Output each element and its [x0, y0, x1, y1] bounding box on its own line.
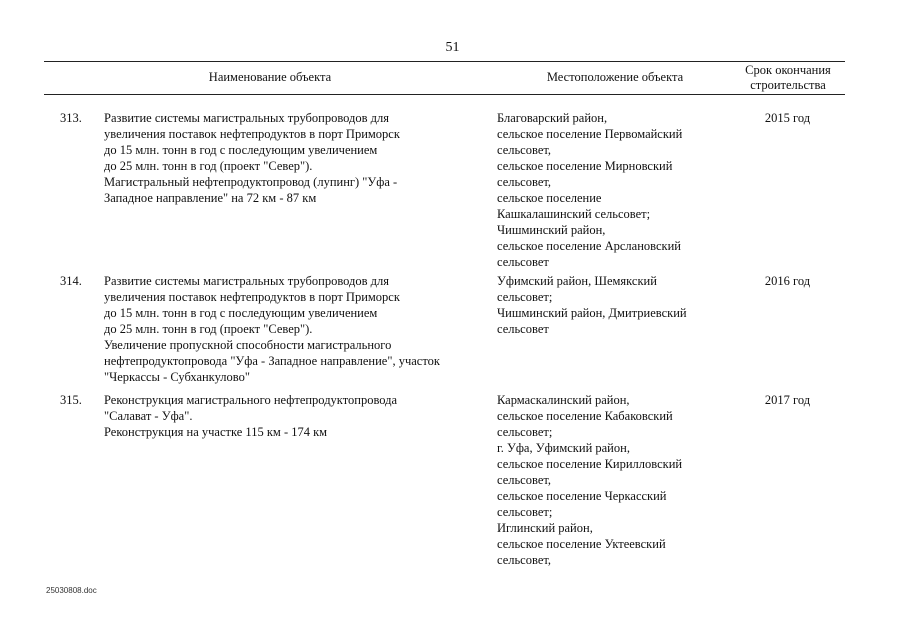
object-name-line: до 25 млн. тонн в год (проект "Север").	[104, 159, 313, 173]
construction-term: 2015 год	[764, 111, 811, 125]
object-location-line: сельсовет,	[497, 143, 552, 157]
object-location-line: сельсовет;	[497, 505, 553, 519]
object-location-line: сельсовет	[497, 322, 549, 336]
object-location-line: сельсовет;	[497, 425, 553, 439]
object-name-line: до 15 млн. тонн в год с последующим увеличением	[104, 143, 378, 157]
object-name-line: "Черкассы - Субханкулово"	[104, 370, 250, 384]
construction-term: 2017 год	[764, 393, 811, 407]
object-name-line: до 25 млн. тонн в год (проект "Север").	[104, 322, 313, 336]
object-location-line: Кармаскалинский район,	[497, 393, 630, 407]
table-header-bottom-rule	[44, 94, 845, 95]
document-footer-filename: 25030808.doc	[46, 586, 97, 595]
object-location-line: сельское поселение Кабаковский	[497, 409, 673, 423]
object-location-line: сельсовет,	[497, 473, 552, 487]
object-name	[104, 392, 474, 440]
object-location-line: сельское поселение	[497, 191, 602, 205]
object-location	[497, 273, 727, 337]
row-number: 315.	[60, 393, 82, 407]
object-name-line: Развитие системы магистральных трубопроводов для	[104, 111, 390, 125]
object-location-line: сельсовет,	[497, 553, 552, 567]
object-name-line: Развитие системы магистральных трубопроводов для	[104, 274, 390, 288]
object-name-line: нефтепродуктопровода "Уфа - Западное направление", участок	[104, 354, 440, 368]
object-name-line: до 15 млн. тонн в год с последующим увеличением	[104, 306, 378, 320]
row-number: 313.	[60, 111, 82, 125]
column-header-name: Наименование объекта	[208, 70, 332, 84]
object-name-line: увеличения поставок нефтепродуктов в порт Приморск	[104, 127, 400, 141]
object-name-line: Увеличение пропускной способности магистрального	[104, 338, 392, 352]
object-location	[497, 392, 727, 568]
object-name	[104, 273, 474, 385]
object-location-line: Чишминский район, Дмитриевский	[497, 306, 687, 320]
object-location-line: Чишминский район,	[497, 223, 606, 237]
object-location-line: сельское поселение Уктеевский	[497, 537, 666, 551]
column-header-term	[733, 63, 843, 93]
object-name-line: Магистральный нефтепродуктопровод (лупинг) "Уфа -	[104, 175, 398, 189]
row-number: 314.	[60, 274, 82, 288]
object-name-line: Реконструкция на участке 115 км - 174 км	[104, 425, 328, 439]
column-header-location: Местоположение объекта	[546, 70, 684, 84]
object-location-line: Благоварский район,	[497, 111, 608, 125]
object-location-line: сельское поселение Черкасский	[497, 489, 667, 503]
object-location-line: г. Уфа, Уфимский район,	[497, 441, 630, 455]
object-location-line: сельсовет;	[497, 290, 553, 304]
column-header-term-line1: Срок окончания	[745, 63, 831, 77]
table-header-top-rule	[44, 61, 845, 62]
object-location-line: Иглинский район,	[497, 521, 593, 535]
object-location	[497, 110, 727, 270]
object-location-line: Уфимский район, Шемякский	[497, 274, 657, 288]
column-header-term-line2: строительства	[750, 78, 826, 92]
object-location-line: сельское поселение Арслановский	[497, 239, 681, 253]
object-location-line: сельское поселение Мирновский	[497, 159, 673, 173]
page-number: 51	[445, 40, 460, 55]
object-name-line: Западное направление" на 72 км - 87 км	[104, 191, 317, 205]
object-name	[104, 110, 474, 206]
object-location-line: сельское поселение Первомайский	[497, 127, 683, 141]
object-name-line: увеличения поставок нефтепродуктов в порт Приморск	[104, 290, 400, 304]
construction-term: 2016 год	[764, 274, 811, 288]
object-location-line: Кашкалашинский сельсовет;	[497, 207, 651, 221]
object-location-line: сельсовет	[497, 255, 549, 269]
object-location-line: сельское поселение Кирилловский	[497, 457, 683, 471]
object-name-line: "Салават - Уфа".	[104, 409, 193, 423]
object-location-line: сельсовет,	[497, 175, 552, 189]
object-name-line: Реконструкция магистрального нефтепродуктопровода	[104, 393, 398, 407]
